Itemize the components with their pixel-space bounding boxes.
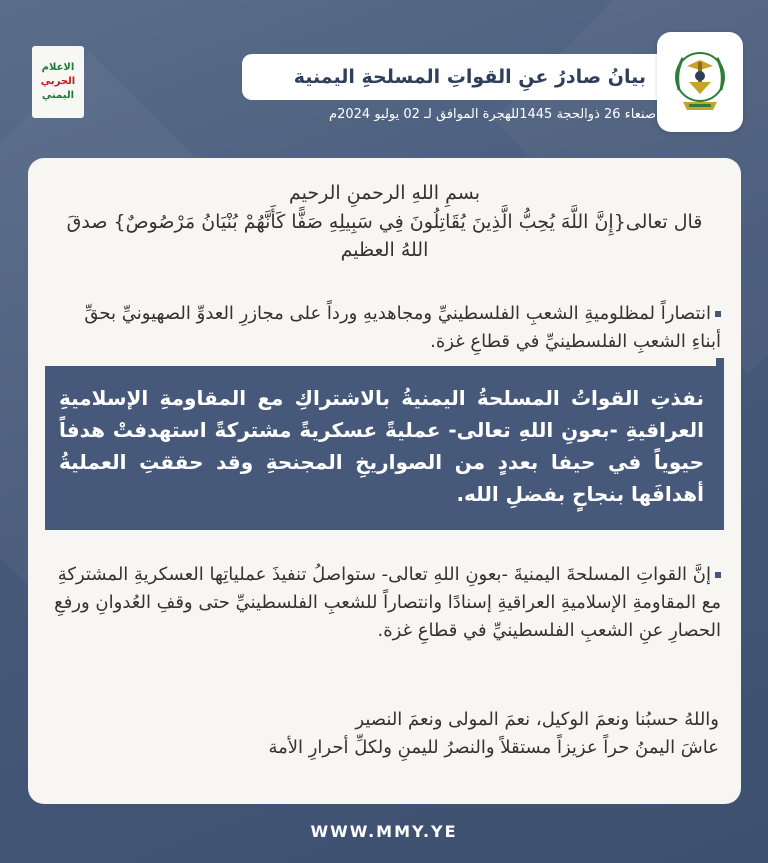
quran-verse: قال تعالى{إِنَّ اللَّهَ يُحِبُّ الَّذِينَ يُقَاتِلُونَ فِي سَبِيلِهِ صَفًّا كَأَنَّهُمْ بُنْيَانُ مَرْصُوصٌ} صدقَ اللهُ العظيم bbox=[66, 211, 703, 261]
statement-title-box bbox=[242, 54, 668, 100]
basmala: بسمِ اللهِ الرحمنِ الرحيم bbox=[289, 182, 480, 204]
closing-line-2: عاشَ اليمنُ حراً عزيزاً مستقلاً والنصرُ لليمنِ ولكلِّ أحرارِ الأمة bbox=[268, 737, 719, 758]
closing-line-1: واللهُ حسبُنا ونعمَ الوكيل، نعمَ المولى ونعمَ النصير bbox=[355, 709, 719, 730]
paragraph-intro bbox=[50, 300, 721, 356]
statement-card bbox=[28, 158, 741, 804]
media-logo-line: الاعلام bbox=[41, 62, 75, 73]
website-link[interactable]: WWW.MMY.YE bbox=[310, 822, 458, 841]
bullet-square-icon bbox=[715, 311, 721, 317]
highlight-text: نفذتِ القواتُ المسلحةُ اليمنيةُ بالاشتراكِ مع المقاومةِ الإسلاميةِ العراقيةِ -بعونِ اللهِ تعالى- عمليةً عسكريةً مشتركةً استهدفتْ هدفاً حيوياً في حيفا بعددٍ من الصواريخِ المجنحةِ وقد حققتِ العمليةُ أهدافَها بنجاحٍ بفضلِ الله. bbox=[59, 386, 704, 506]
highlight-corner-square bbox=[716, 358, 724, 366]
paragraph-intro-text: انتصاراً لمظلوميةِ الشعبِ الفلسطينيِّ ومجاهديهِ ورداً على مجازرِ العدوِّ الصهيونيِّ بحقِّ أبناءِ الشعبِ الفلسطينيِّ في قطاعِ غزة. bbox=[84, 303, 721, 352]
bullet-arrow-icon bbox=[715, 572, 721, 578]
military-media-logo bbox=[32, 46, 84, 118]
media-logo-line: الحربي bbox=[40, 76, 76, 87]
statement-title: بيانُ صادرُ عنِ القواتِ المسلحةِ اليمنية bbox=[293, 66, 646, 88]
closing-lines bbox=[50, 706, 719, 762]
armed-forces-emblem-icon bbox=[657, 32, 743, 132]
paragraph-continue bbox=[50, 561, 721, 645]
media-logo-line: اليمني bbox=[41, 90, 75, 101]
paragraph-continue-text: إنَّ القواتِ المسلحةَ اليمنيةَ -بعونِ اللهِ تعالى- ستواصلُ تنفيذَ عملياتِها العسكريةِ المشتركةِ مع المقاومةِ الإسلاميةِ العراقيةِ إسنادًا وانتصاراً للشعبِ الفلسطينيِّ حتى وقفِ العُدوانِ ورفعِ الحصارِ عنِ الشعبِ الفلسطينيِّ في قطاعِ غزة. bbox=[54, 564, 721, 641]
statement-date: صنعاء 26 ذوالحجة 1445للهجرة الموافق لـ 02 يوليو 2024م bbox=[329, 107, 656, 122]
highlight-box bbox=[45, 366, 724, 530]
